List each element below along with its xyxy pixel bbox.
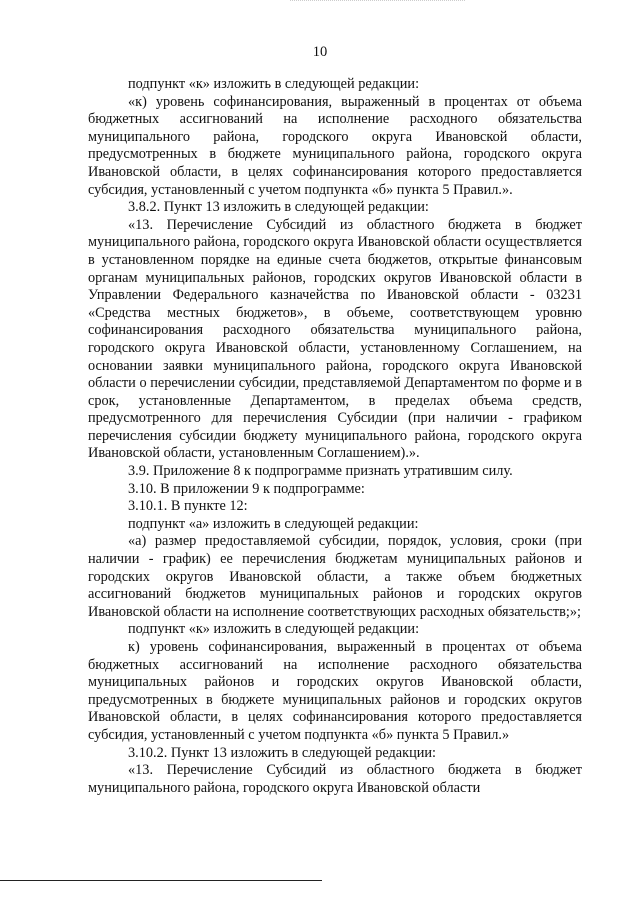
footer-rule: [0, 880, 322, 881]
paragraph: 3.10.1. В пункте 12:: [128, 498, 248, 515]
paragraph: 3.10.2. Пункт 13 изложить в следующей редакции:: [128, 744, 437, 761]
paragraph: 3.10. В приложении 9 к подпрограмме:: [128, 480, 365, 497]
document-body: [88, 76, 582, 797]
paragraph: «а) размер предоставляемой субсидии, порядок, условия, сроки (при наличии - график) ее перечисления бюджетам муниципальных районов и городских округов Ивановской области, а также объем бюджетных ассигнований бюджетов муниципальных районов и городских округов Ивановской области на исполнение соответствующих расходных обязательств;»;: [88, 533, 582, 620]
paragraph: «13. Перечисление Субсидий из областного бюджета в бюджет муниципального района, городского округа Ивановской области осуществляется в установленном порядке на единые счета бюджетов, открытые финансовым органам муниципальных районов, городских округов Ивановской области в Управлении Федерального казначейства по Ивановской области - 03231 «Средства местных бюджетов», в объеме, соответствующем уровню софинансирования расходного обязательства муниципального района, городского округа Ивановской области, установленному Соглашением, на основании заявки муниципального района, городского округа Ивановской области о перечислении субсидии, представляемой Департаментом по форме и в срок, установленные Департаментом, в пределах объема средств, предусмотренного для перечисления Субсидии (при наличии - графиком перечисления субсидии бюджету муниципального района, городского округа Ивановской области, установленным Соглашением).».: [88, 216, 582, 462]
paragraph: к) уровень софинансирования, выраженный в процентах от объема бюджетных ассигнований на исполнение расходного обязательства муниципальных районов и городских округов Ивановской области, предусмотренных в бюджете муниципальных районов и городских округов Ивановской области, в целях софинансирования которого предоставляется субсидия, установленный с учетом подпункта «б» пункта 5 Правил.»: [88, 639, 582, 743]
page-number: 10: [312, 44, 328, 60]
paragraph: 3.9. Приложение 8 к подпрограмме признать утратившим силу.: [128, 463, 513, 480]
paragraph: подпункт «к» изложить в следующей редакции:: [128, 621, 420, 638]
paragraph: «к) уровень софинансирования, выраженный в процентах от объема бюджетных ассигнований на исполнение расходного обязательства муниципального района, городского округа Ивановской области, предусмотренных в бюджете муниципального района, городского округа Ивановской области, в целях софинансирования которого предоставляется субсидия, установленный с учетом подпункта «б» пункта 5 Правил.».: [88, 93, 582, 198]
paragraph: «13. Перечисление Субсидий из областного бюджета в бюджет муниципального района, городского округа Ивановской области: [88, 762, 582, 796]
paragraph: подпункт «а» изложить в следующей редакции:: [128, 515, 419, 532]
scan-artifact: [290, 0, 465, 5]
paragraph: подпункт «к» изложить в следующей редакции:: [128, 76, 420, 92]
paragraph: 3.8.2. Пункт 13 изложить в следующей редакции:: [128, 199, 429, 216]
